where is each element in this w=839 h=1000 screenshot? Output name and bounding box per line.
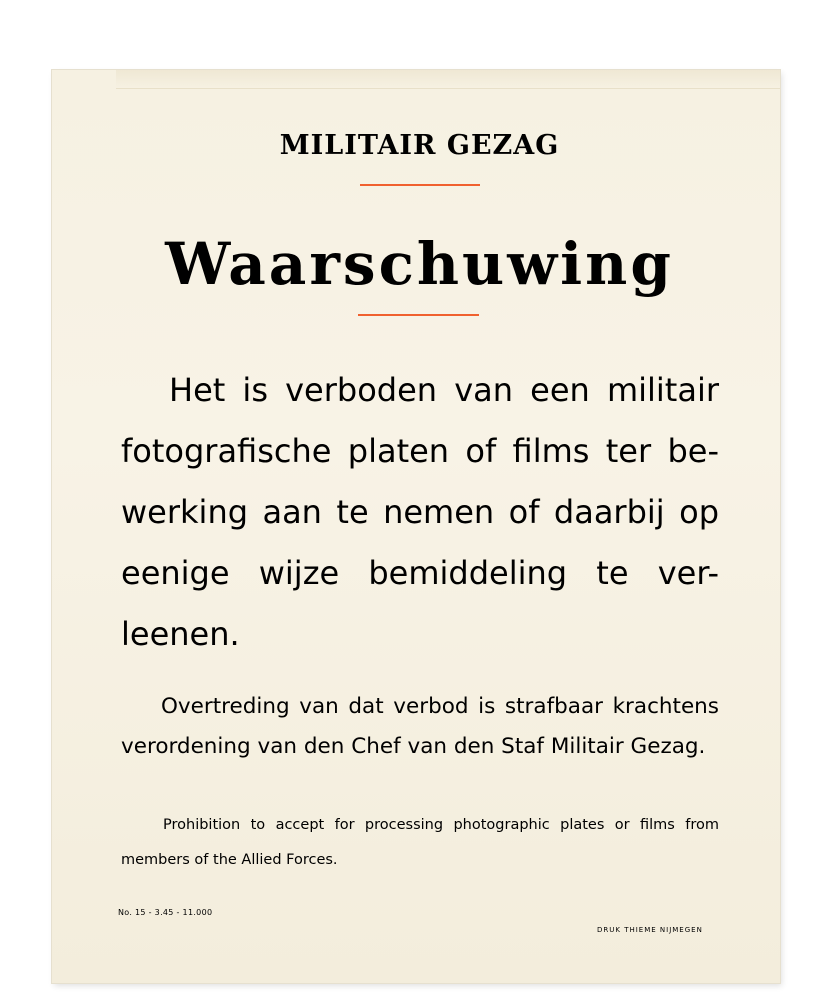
print-number: No. 15 - 3.45 - 11.000 bbox=[118, 908, 213, 917]
divider-top bbox=[360, 184, 480, 186]
poster-title: Waarschuwing bbox=[165, 230, 674, 298]
paper-fold bbox=[116, 70, 780, 89]
english-translation-text: Prohibition to accept for processing photographic plates or films from members of the Allied Forces. bbox=[121, 817, 719, 868]
printer-credit: DRUK THIEME NIJMEGEN bbox=[597, 926, 703, 934]
divider-bottom bbox=[358, 314, 479, 316]
penalty-text: Overtreding van dat verbod is strafbaar krachtens verordening van den Chef van den Staf Militair Gezag. bbox=[121, 694, 719, 759]
organization-heading: MILITAIR GEZAG bbox=[279, 130, 560, 161]
main-warning-text: Het is verboden van een militair fotografische platen of films ter be-werking aan te nemen of daarbij op eenige wijze bemiddeling te ver-leenen. bbox=[121, 371, 719, 653]
